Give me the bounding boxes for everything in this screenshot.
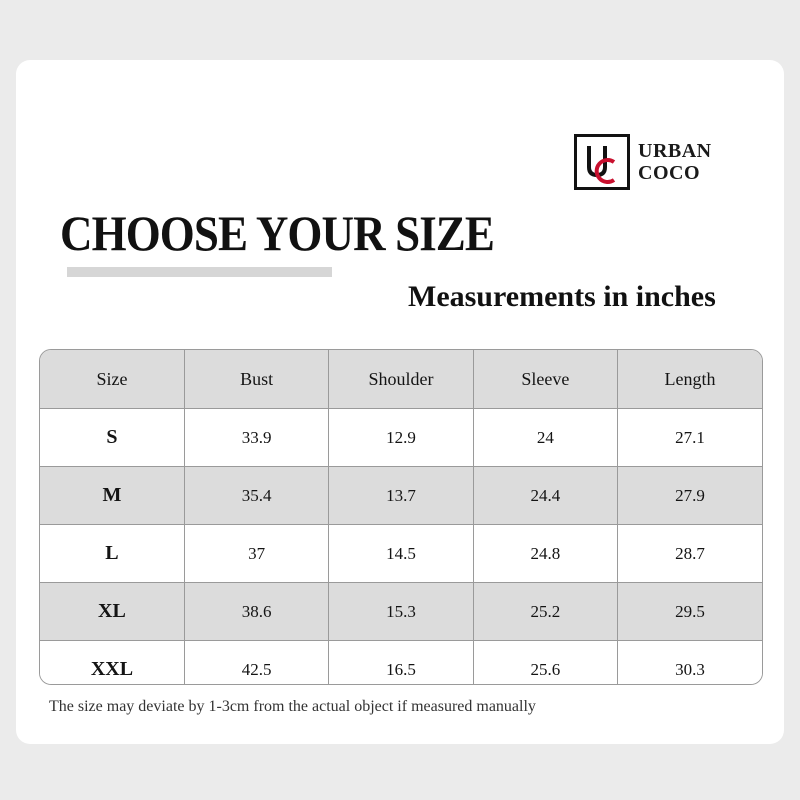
size-label: XL — [40, 583, 184, 641]
header-length: Length — [618, 350, 762, 409]
length-value: 30.3 — [618, 641, 762, 686]
table-row — [40, 641, 762, 686]
size-label: M — [40, 467, 184, 525]
shoulder-value: 13.7 — [329, 467, 473, 525]
brand-name — [638, 140, 712, 184]
bust-value: 33.9 — [184, 409, 328, 467]
shoulder-value: 12.9 — [329, 409, 473, 467]
page-title: CHOOSE YOUR SIZE — [60, 205, 495, 261]
measurement-disclaimer: The size may deviate by 1-3cm from the actual object if measured manually — [49, 698, 536, 715]
table-row — [40, 467, 762, 525]
brand-name-line1: URBAN — [638, 140, 712, 162]
sleeve-value: 24.4 — [473, 467, 617, 525]
header-bust: Bust — [184, 350, 328, 409]
brand-logo — [574, 134, 712, 190]
length-value: 27.1 — [618, 409, 762, 467]
bust-value: 37 — [184, 525, 328, 583]
shoulder-value: 15.3 — [329, 583, 473, 641]
table-row — [40, 583, 762, 641]
monogram-icon — [574, 134, 630, 190]
shoulder-value: 14.5 — [329, 525, 473, 583]
measurement-unit-subtitle: Measurements in inches — [408, 280, 716, 313]
length-value: 29.5 — [618, 583, 762, 641]
size-label: L — [40, 525, 184, 583]
bust-value: 42.5 — [184, 641, 328, 686]
header-shoulder: Shoulder — [329, 350, 473, 409]
size-label: S — [40, 409, 184, 467]
sleeve-value: 24 — [473, 409, 617, 467]
title-underline — [67, 267, 332, 277]
brand-name-line2: COCO — [638, 162, 700, 184]
table-row — [40, 525, 762, 583]
table-header-row — [40, 350, 762, 409]
sleeve-value: 25.2 — [473, 583, 617, 641]
bust-value: 38.6 — [184, 583, 328, 641]
header-size: Size — [40, 350, 184, 409]
header-sleeve: Sleeve — [473, 350, 617, 409]
shoulder-value: 16.5 — [329, 641, 473, 686]
sleeve-value: 24.8 — [473, 525, 617, 583]
bust-value: 35.4 — [184, 467, 328, 525]
length-value: 27.9 — [618, 467, 762, 525]
size-label: XXL — [40, 641, 184, 686]
sleeve-value: 25.6 — [473, 641, 617, 686]
table-row — [40, 409, 762, 467]
length-value: 28.7 — [618, 525, 762, 583]
size-table — [39, 349, 763, 685]
